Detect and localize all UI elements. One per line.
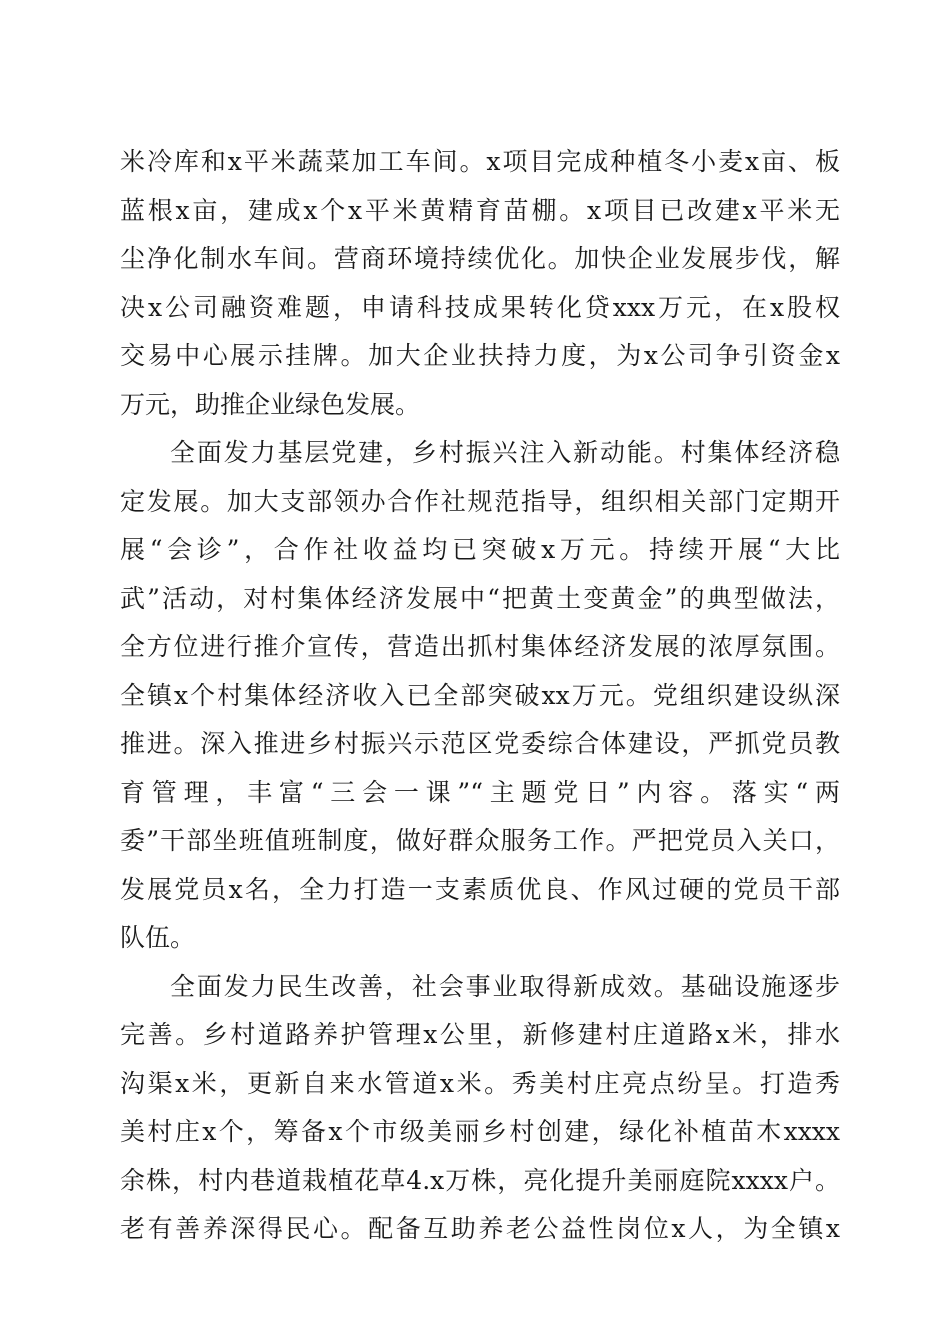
text-line: 育管理，丰富“三会一课”“主题党日”内容。落实“两 [120,777,840,807]
text-line: 发展党员x名，全力打造一支素质优良、作风过硬的党员干部 [120,874,840,904]
text-line: 全面发力民生改善，社会事业取得新成效。基础设施逐步 [170,971,840,1001]
text-line: 万元，助推企业绿色发展。 [120,389,421,419]
text-line: 完善。乡村道路养护管理x公里，新修建村庄道路x米，排水 [120,1020,840,1049]
text-line: 队伍。 [120,923,196,952]
text-line: 沟渠x米，更新自来水管道x米。秀美村庄亮点纷呈。打造秀 [120,1068,840,1098]
text-line: 推进。深入推进乡村振兴示范区党委综合体建设，严抓党员教 [120,729,840,758]
body-text [120,138,840,1254]
text-line: 全方位进行推介宣传，营造出抓村集体经济发展的浓厚氛围。 [120,632,840,661]
text-line: 定发展。加大支部领办合作社规范指导，组织相关部门定期开 [120,486,840,516]
text-line: 余株，村内巷道栽植花草4.x万株，亮化提升美丽庭院xxxx户。 [120,1165,840,1195]
text-line: 决x公司融资难题，申请科技成果转化贷xxx万元，在x股权 [120,292,840,322]
text-line: 米冷库和x平米蔬菜加工车间。x项目完成种植冬小麦x亩、板 [120,147,840,176]
text-line: 全镇x个村集体经济收入已全部突破xx万元。党组织建设纵深 [120,680,840,710]
text-line: 武”活动，对村集体经济发展中“把黄土变黄金”的典型做法， [120,583,840,613]
text-line: 老有善养深得民心。配备互助养老公益性岗位x人，为全镇x [120,1214,840,1243]
text-line: 蓝根x亩，建成x个x平米黄精育苗棚。x项目已改建x平米无 [120,195,840,225]
text-line: 尘净化制水车间。营商环境持续优化。加快企业发展步伐，解 [120,244,840,273]
text-line: 交易中心展示挂牌。加大企业扶持力度，为x公司争引资金x [120,341,840,370]
text-line: 展“会诊”，合作社收益均已突破x万元。持续开展“大比 [120,535,840,564]
text-line: 美村庄x个，筹备x个市级美丽乡村创建，绿化补植苗木xxxx [120,1117,840,1146]
text-line: 委”干部坐班值班制度，做好群众服务工作。严把党员入关口， [120,826,840,855]
paragraph-2 [120,429,840,963]
text-line: 全面发力基层党建，乡村振兴注入新动能。村集体经济稳 [170,438,840,467]
paragraph-1 [120,138,840,429]
paragraph-3 [120,963,840,1254]
